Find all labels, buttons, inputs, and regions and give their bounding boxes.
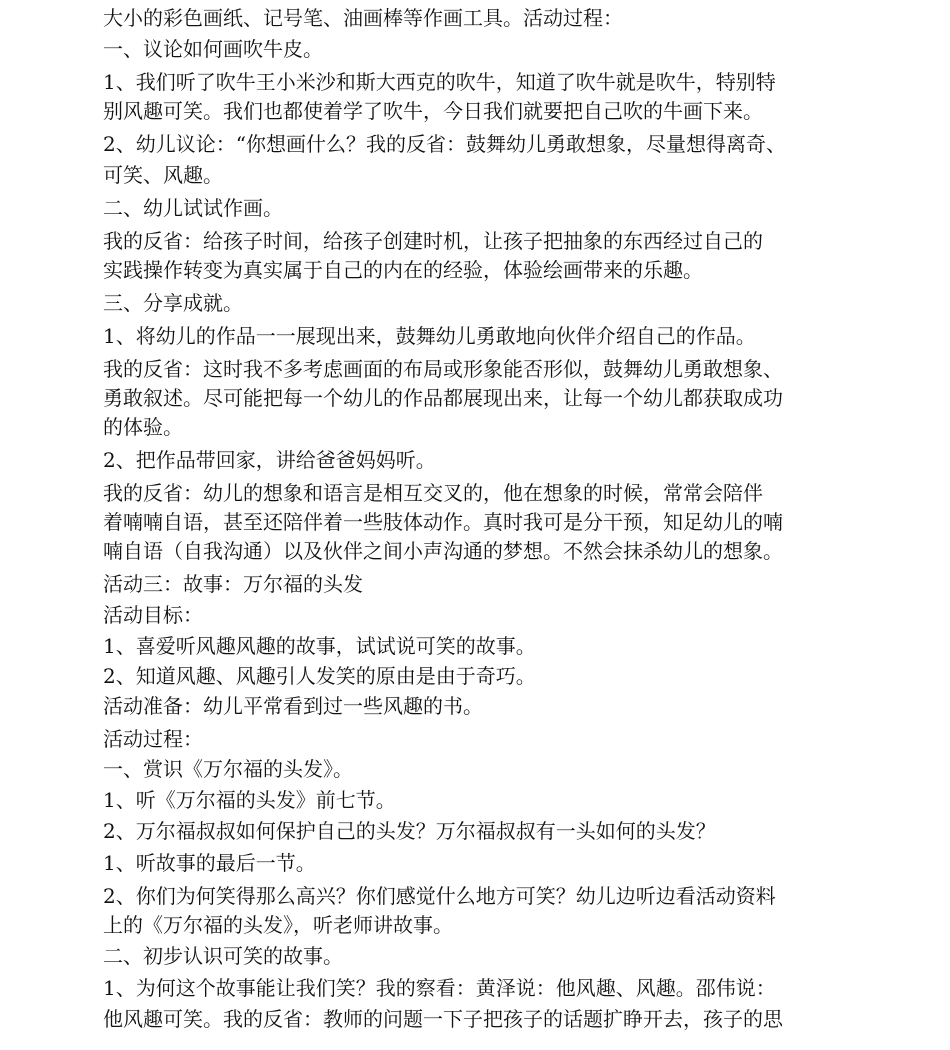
text-line: 三、分享成就。 [103,291,243,315]
text-line: 活动目标： [103,603,203,627]
text-line: 活动过程： [103,727,203,751]
text-line: 别风趣可笑。我们也都使着学了吹牛，今日我们就要把自己吹的牛画下来。 [103,99,763,123]
text-line: 一、赏识《万尔福的头发》。 [103,757,353,781]
text-line: 我的反省：幼儿的想象和语言是相互交叉的，他在想象的时候，常常会陪伴 [103,481,763,505]
text-line: 可笑、风趣。 [103,163,223,187]
text-line: 大小的彩色画纸、记号笔、油画棒等作画工具。活动过程： [103,6,623,30]
text-line: 2、知道风趣、风趣引人发笑的原由是由于奇巧。 [103,664,536,688]
text-line: 他风趣可笑。我的反省：教师的问题一下子把孩子的话题扩睁开去，孩子的思 [103,1007,783,1031]
text-line: 喃自语（自我沟通）以及伙伴之间小声沟通的梦想。不然会抹杀幼儿的想象。 [103,539,783,563]
text-line: 勇敢叙述。尽可能把每一个幼儿的作品都展现出来，让每一个幼儿都获取成功 [103,386,783,410]
text-line: 活动三：故事：万尔福的头发 [103,572,363,596]
text-line: 着喃喃自语，甚至还陪伴着一些肢体动作。真时我可是分干预，知足幼儿的喃 [103,510,783,534]
text-line: 1、听《万尔福的头发》前七节。 [103,788,396,812]
text-line: 我的反省：给孩子时间，给孩子创建时机，让孩子把抽象的东西经过自己的 [103,229,763,253]
text-line: 实践操作转变为真实属于自己的内在的经验，体验绘画带来的乐趣。 [103,258,703,282]
text-line: 2、你们为何笑得那么高兴？你们感觉什么地方可笑？幼儿边听边看活动资料 [103,884,776,908]
text-line: 的体验。 [103,415,183,439]
text-line: 2、幼儿议论：“你想画什么？我的反省：鼓舞幼儿勇敢想象，尽量想得离奇、 [103,132,786,156]
text-line: 二、初步认识可笑的故事。 [103,944,343,968]
text-line: 活动准备：幼儿平常看到过一些风趣的书。 [103,694,483,718]
text-line: 2、把作品带回家，讲给爸爸妈妈听。 [103,448,436,472]
text-line: 1、将幼儿的作品一一展现出来，鼓舞幼儿勇敢地向伙伴介绍自己的作品。 [103,324,756,348]
text-line: 我的反省：这时我不多考虑画面的布局或形象能否形似，鼓舞幼儿勇敢想象、 [103,357,783,381]
text-line: 1、听故事的最后一节。 [103,851,316,875]
text-line: 1、喜爱听风趣风趣的故事，试试说可笑的故事。 [103,634,536,658]
text-line: 二、幼儿试试作画。 [103,196,283,220]
text-line: 1、为何这个故事能让我们笑？我的察看：黄泽说：他风趣、风趣。邵伟说： [103,976,776,1000]
text-line: 2、万尔福叔叔如何保护自己的头发？万尔福叔叔有一头如何的头发？ [103,819,716,843]
text-line: 1、我们听了吹牛王小米沙和斯大西克的吹牛，知道了吹牛就是吹牛，特别特 [103,70,776,94]
text-line: 上的《万尔福的头发》，听老师讲故事。 [103,913,453,937]
text-line: 一、议论如何画吹牛皮。 [103,37,323,61]
